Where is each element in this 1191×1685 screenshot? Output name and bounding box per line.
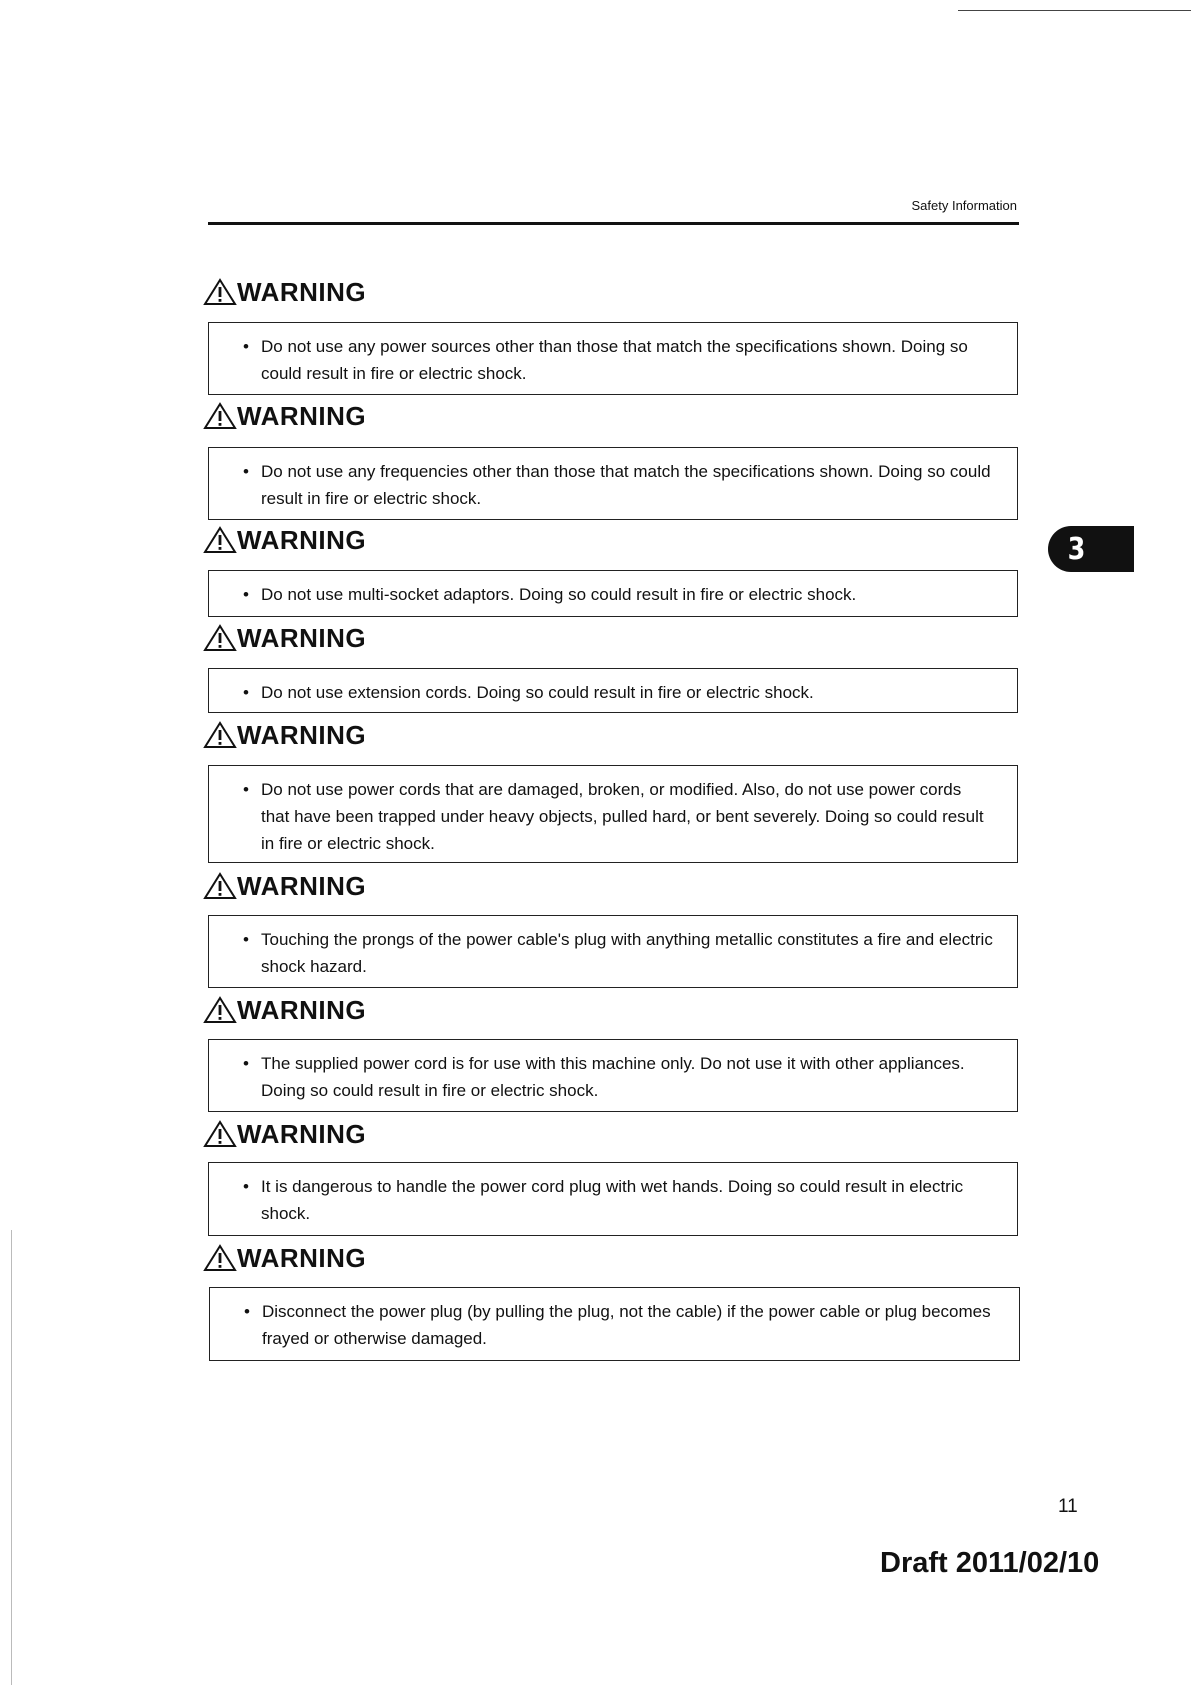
warning-triangle-icon (203, 624, 237, 652)
warning-heading (203, 623, 366, 653)
warning-text: • Touching the prongs of the power cable's plug with anything metallic constitutes a fire and electric shock hazard. (241, 926, 993, 980)
warning-label: WARNING (237, 400, 367, 431)
header-rule (208, 222, 1019, 225)
warning-text: • Do not use extension cords. Doing so could result in fire or electric shock. (241, 679, 993, 706)
warning-label: WARNING (237, 1242, 367, 1273)
warning-triangle-icon (203, 721, 237, 749)
chapter-tab (1048, 526, 1134, 572)
warning-box (208, 1039, 1018, 1112)
warning-box (208, 915, 1018, 988)
draft-stamp: Draft 2011/02/10 (880, 1547, 1100, 1579)
warning-heading (203, 720, 366, 750)
warning-label: WARNING (237, 719, 367, 750)
warning-heading (203, 525, 366, 555)
warning-label: WARNING (237, 524, 367, 555)
warning-heading (203, 1243, 366, 1273)
warning-text: • Do not use any frequencies other than those that match the specifications shown. Doing so could result in fire or electric shock. (241, 458, 993, 512)
warning-box (208, 1162, 1018, 1236)
warning-label: WARNING (237, 994, 367, 1025)
warning-heading (203, 277, 366, 307)
warning-box (209, 1287, 1020, 1361)
warning-text: • The supplied power cord is for use with this machine only. Do not use it with other appliances. Doing so could result in fire or electric shock. (241, 1050, 993, 1104)
warning-triangle-icon (203, 526, 237, 554)
warning-box (208, 765, 1018, 863)
warning-label: WARNING (237, 276, 367, 307)
warning-text: • Do not use any power sources other than those that match the specifications shown. Doing so could result in fire or electric shock. (241, 333, 993, 387)
warning-triangle-icon (203, 872, 237, 900)
running-header: Safety Information (911, 198, 1017, 213)
page-number: 11 (1058, 1496, 1078, 1517)
warning-text: • Do not use multi-socket adaptors. Doing so could result in fire or electric shock. (241, 581, 993, 608)
top-corner-rule (958, 10, 1191, 11)
warning-heading (203, 1119, 366, 1149)
warning-heading (203, 871, 366, 901)
warning-heading (203, 995, 366, 1025)
chapter-number: 3 (1067, 531, 1085, 567)
warning-triangle-icon (203, 996, 237, 1024)
warning-box (208, 570, 1018, 617)
warning-box (208, 322, 1018, 395)
warning-heading (203, 401, 366, 431)
warning-text: • Do not use power cords that are damaged, broken, or modified. Also, do not use power cords that have been trapped under heavy objects, pulled hard, or bent severely. Doing so could result in fire or electric shock. (241, 776, 993, 857)
warning-box (208, 668, 1018, 713)
warning-text: • It is dangerous to handle the power cord plug with wet hands. Doing so could result in electric shock. (241, 1173, 993, 1227)
warning-triangle-icon (203, 278, 237, 306)
warning-triangle-icon (203, 402, 237, 430)
warning-label: WARNING (237, 1118, 367, 1149)
scan-margin-line (11, 1230, 12, 1685)
warning-box (208, 447, 1018, 520)
warning-label: WARNING (237, 870, 367, 901)
warning-triangle-icon (203, 1120, 237, 1148)
warning-text: • Disconnect the power plug (by pulling the plug, not the cable) if the power cable or plug becomes frayed or otherwise damaged. (242, 1298, 995, 1352)
warning-triangle-icon (203, 1244, 237, 1272)
warning-label: WARNING (237, 622, 367, 653)
